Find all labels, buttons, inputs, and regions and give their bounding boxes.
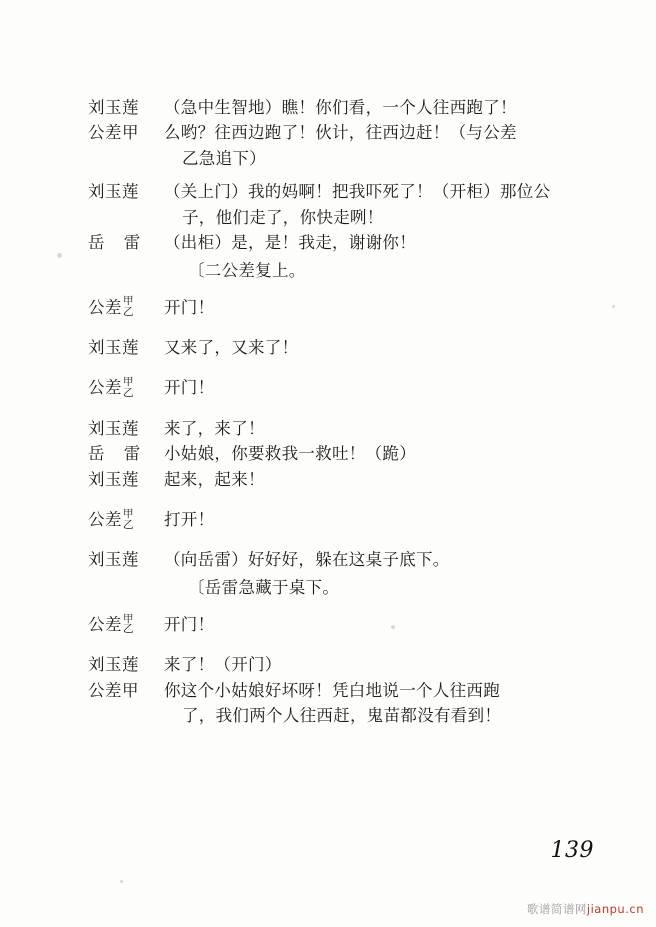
speaker-label [88, 296, 164, 317]
stage-direction: 〔二公差复上。 [188, 260, 306, 280]
speaker-label: 刘玉莲 [88, 182, 139, 202]
line-gap [88, 321, 578, 336]
speaker-name: 公差 [88, 614, 122, 634]
watermark [527, 901, 644, 917]
script-line [88, 376, 578, 399]
speaker-label [88, 613, 164, 634]
line-gap [88, 402, 578, 417]
script-line-text: 来了，来了！ [164, 418, 265, 438]
script-line-text: 了，我们两个人往西赶，鬼苗都没有看到！ [182, 706, 502, 726]
speaker-label: 刘玉莲 [88, 337, 139, 357]
script-line-text: 起来，起来！ [164, 469, 265, 489]
script-line-text: （关上门）我的妈啊！把我吓死了！（开柜）那位公 [164, 182, 551, 202]
script-line [88, 548, 578, 571]
speaker-label: 刘玉莲 [88, 418, 139, 438]
script-line [88, 468, 578, 491]
speaker-label: 刘玉莲 [88, 98, 139, 117]
script-line-text: 么哟？往西边跑了！伙计，往西边赶！（与公差 [164, 123, 517, 143]
speaker-label: 公差甲 [88, 123, 139, 143]
stage-direction: 〔岳雷急藏于桌下。 [188, 577, 340, 597]
scan-speck [57, 253, 62, 258]
line-gap [88, 361, 578, 376]
scan-speck [612, 305, 615, 308]
script-line [88, 206, 578, 229]
script-line-text: 又来了，又来了！ [164, 337, 299, 357]
script-line [88, 508, 578, 531]
line-gap [88, 533, 578, 548]
script-line-text: 乙急追下） [182, 148, 266, 168]
line-gap [88, 493, 578, 508]
speaker-label: 岳 雷 [88, 444, 148, 464]
watermark-site-name: 歌谱简谱网 [526, 902, 587, 916]
script-line-text: （向岳雷）好好好，躲在这桌子底下。 [164, 550, 450, 570]
speaker-name: 公差 [88, 297, 122, 317]
speaker-label: 岳 雷 [88, 233, 148, 253]
script-line-text: 来了！（开门） [164, 655, 282, 675]
line-gap [88, 172, 578, 180]
speaker-stacked-suffix [123, 509, 134, 530]
line-gap [88, 598, 578, 613]
speaker-name: 公差 [88, 510, 122, 530]
speaker-suffix-char: 乙 [123, 623, 134, 636]
script-line-text: 开门！ [164, 614, 215, 634]
script-line [88, 442, 578, 465]
script-line [88, 121, 578, 144]
speaker-suffix-char: 乙 [123, 306, 134, 319]
scan-speck [120, 880, 123, 883]
script-line [88, 417, 578, 440]
script-line [88, 296, 578, 319]
speaker-suffix-char: 乙 [123, 518, 134, 531]
speaker-suffix-char: 甲 [123, 507, 134, 520]
script-line [88, 704, 578, 727]
speaker-stacked-suffix [123, 614, 134, 635]
script-line-text: 开门！ [164, 297, 215, 317]
speaker-suffix-char: 甲 [123, 612, 134, 625]
script-line-text: （急中生智地）瞧！你们看，一个人往西跑了！ [164, 98, 517, 117]
script-line-text: 子，他们走了，你快走咧！ [182, 207, 384, 227]
speaker-label [88, 508, 164, 529]
line-gap [88, 281, 578, 296]
watermark-domain: jianpu.cn [586, 902, 644, 916]
speaker-suffix-char: 甲 [123, 295, 134, 308]
script-line-text: 你这个小姑娘好坏呀！凭白地说一个人往西跑 [164, 680, 500, 700]
speaker-label: 公差甲 [88, 680, 139, 700]
speaker-label [88, 376, 164, 397]
line-gap [88, 638, 578, 653]
speaker-label: 刘玉莲 [88, 550, 139, 570]
speaker-label: 刘玉莲 [88, 655, 139, 675]
page-number: 139 [550, 838, 594, 863]
speaker-suffix-char: 乙 [123, 386, 134, 399]
script-line [88, 96, 578, 119]
script-line-text: 小姑娘，你要救我一救吐！（跪） [164, 444, 416, 464]
speaker-name: 公差 [88, 378, 122, 398]
speaker-stacked-suffix [123, 377, 134, 398]
script-line [88, 147, 578, 170]
script-line [88, 180, 578, 203]
script-line [88, 336, 578, 359]
speaker-label: 刘玉莲 [88, 469, 139, 489]
script-body [88, 96, 578, 730]
speaker-stacked-suffix [123, 296, 134, 317]
script-line-text: 打开！ [164, 510, 215, 530]
script-line [88, 231, 578, 254]
script-line-text: （出柜）是，是！我走，谢谢你！ [164, 233, 416, 253]
speaker-suffix-char: 甲 [123, 376, 134, 389]
script-line [88, 613, 578, 636]
script-line [88, 653, 578, 676]
script-line-text: 开门！ [164, 378, 215, 398]
script-line [88, 679, 578, 702]
